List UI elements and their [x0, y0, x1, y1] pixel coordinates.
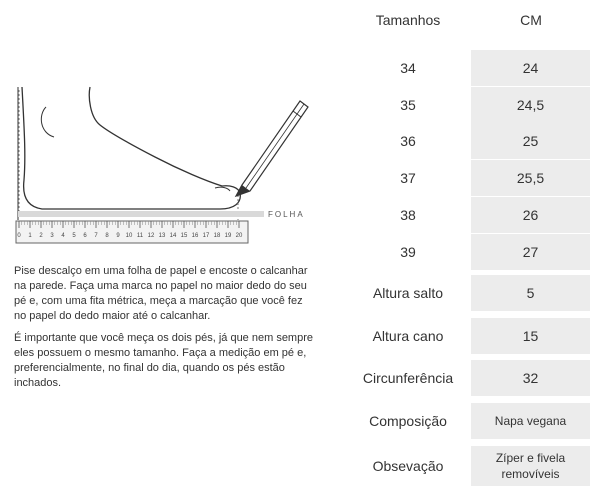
row-value: 32 [471, 360, 590, 396]
ruler-tick-label: 5 [72, 233, 76, 239]
instruction-paragraph-2: É importante que você meça os dois pés, já que nem sempre eles possuem o mesmo tamanho. Faça a medição em pé e, preferencialmente, no final do dia, quando os pés estão inchados. [14, 332, 313, 389]
ruler-tick-label: 3 [50, 233, 54, 239]
row-value: 15 [471, 318, 590, 354]
row-label: Circunferência [362, 370, 454, 386]
ruler-tick-label: 13 [158, 233, 166, 239]
row-value: 24 [471, 50, 590, 86]
ruler-tick-label: 9 [116, 233, 120, 239]
paper-sheet [18, 211, 264, 217]
table-row [345, 123, 600, 159]
ruler-tick-label: 2 [39, 233, 43, 239]
row-label: Altura cano [372, 328, 444, 344]
row-label: 38 [400, 207, 416, 223]
header-size: Tamanhos [375, 12, 441, 28]
table-row [345, 403, 600, 439]
row-value: 27 [471, 234, 590, 270]
ruler-tick-label: 12 [147, 233, 155, 239]
pencil-icon [236, 101, 308, 196]
row-label: 37 [400, 170, 416, 186]
ruler-tick-label: 19 [224, 233, 232, 239]
ruler-tick-label: 8 [105, 233, 109, 239]
row-label: Obsevação [372, 458, 444, 474]
instruction-paragraph-1: Pise descalço em uma folha de papel e encoste o calcanhar na parede. Faça uma marca no papel no maior dedo do seu pé e, com uma fita métrica, meça a marcação que você fez no papel do dedo maior até o calcanhar. [14, 265, 308, 322]
ruler-tick-label: 20 [235, 233, 243, 239]
ruler-tick-label: 10 [125, 233, 133, 239]
ruler-tick-label: 11 [136, 233, 144, 239]
table-row [345, 160, 600, 196]
row-value: 24,5 [471, 87, 590, 123]
ruler-tick-label: 7 [94, 233, 98, 239]
ruler-tick-label: 15 [180, 233, 188, 239]
table-row [345, 87, 600, 123]
row-label: 36 [400, 133, 416, 149]
row-value: 26 [471, 197, 590, 233]
row-label: 34 [400, 60, 416, 76]
table-row [345, 197, 600, 233]
table-row [345, 50, 600, 86]
table-row [345, 318, 600, 354]
row-value: 5 [471, 275, 590, 311]
table-row [345, 234, 600, 270]
row-value: 25,5 [471, 160, 590, 196]
ruler-tick-label: 6 [83, 233, 87, 239]
table-row [345, 446, 600, 486]
row-value: Zíper e fivela removíveis [471, 446, 590, 486]
ruler-tick-label: 17 [202, 233, 210, 239]
ruler-tick-label: 0 [17, 233, 21, 239]
row-value: Napa vegana [471, 403, 590, 439]
row-value: 25 [471, 123, 590, 159]
ankle-detail [41, 107, 54, 137]
measurement-instructions [14, 264, 314, 398]
foot-outline [22, 87, 240, 209]
row-label: 39 [400, 244, 416, 260]
row-label: Altura salto [372, 285, 444, 301]
foot-measure-illustration [10, 85, 310, 250]
ruler-tick-label: 18 [213, 233, 221, 239]
table-row [345, 275, 600, 311]
table-row [345, 360, 600, 396]
header-cm: CM [520, 12, 542, 28]
ruler-tick-label: 1 [28, 233, 32, 239]
ruler-tick-label: 4 [61, 233, 65, 239]
toe-detail [215, 187, 230, 191]
ruler-tick-label: 16 [191, 233, 199, 239]
row-label: Composição [369, 413, 447, 429]
paper-label: FOLHA [268, 210, 305, 219]
ruler-tick-label: 14 [169, 233, 177, 239]
row-label: 35 [400, 97, 416, 113]
